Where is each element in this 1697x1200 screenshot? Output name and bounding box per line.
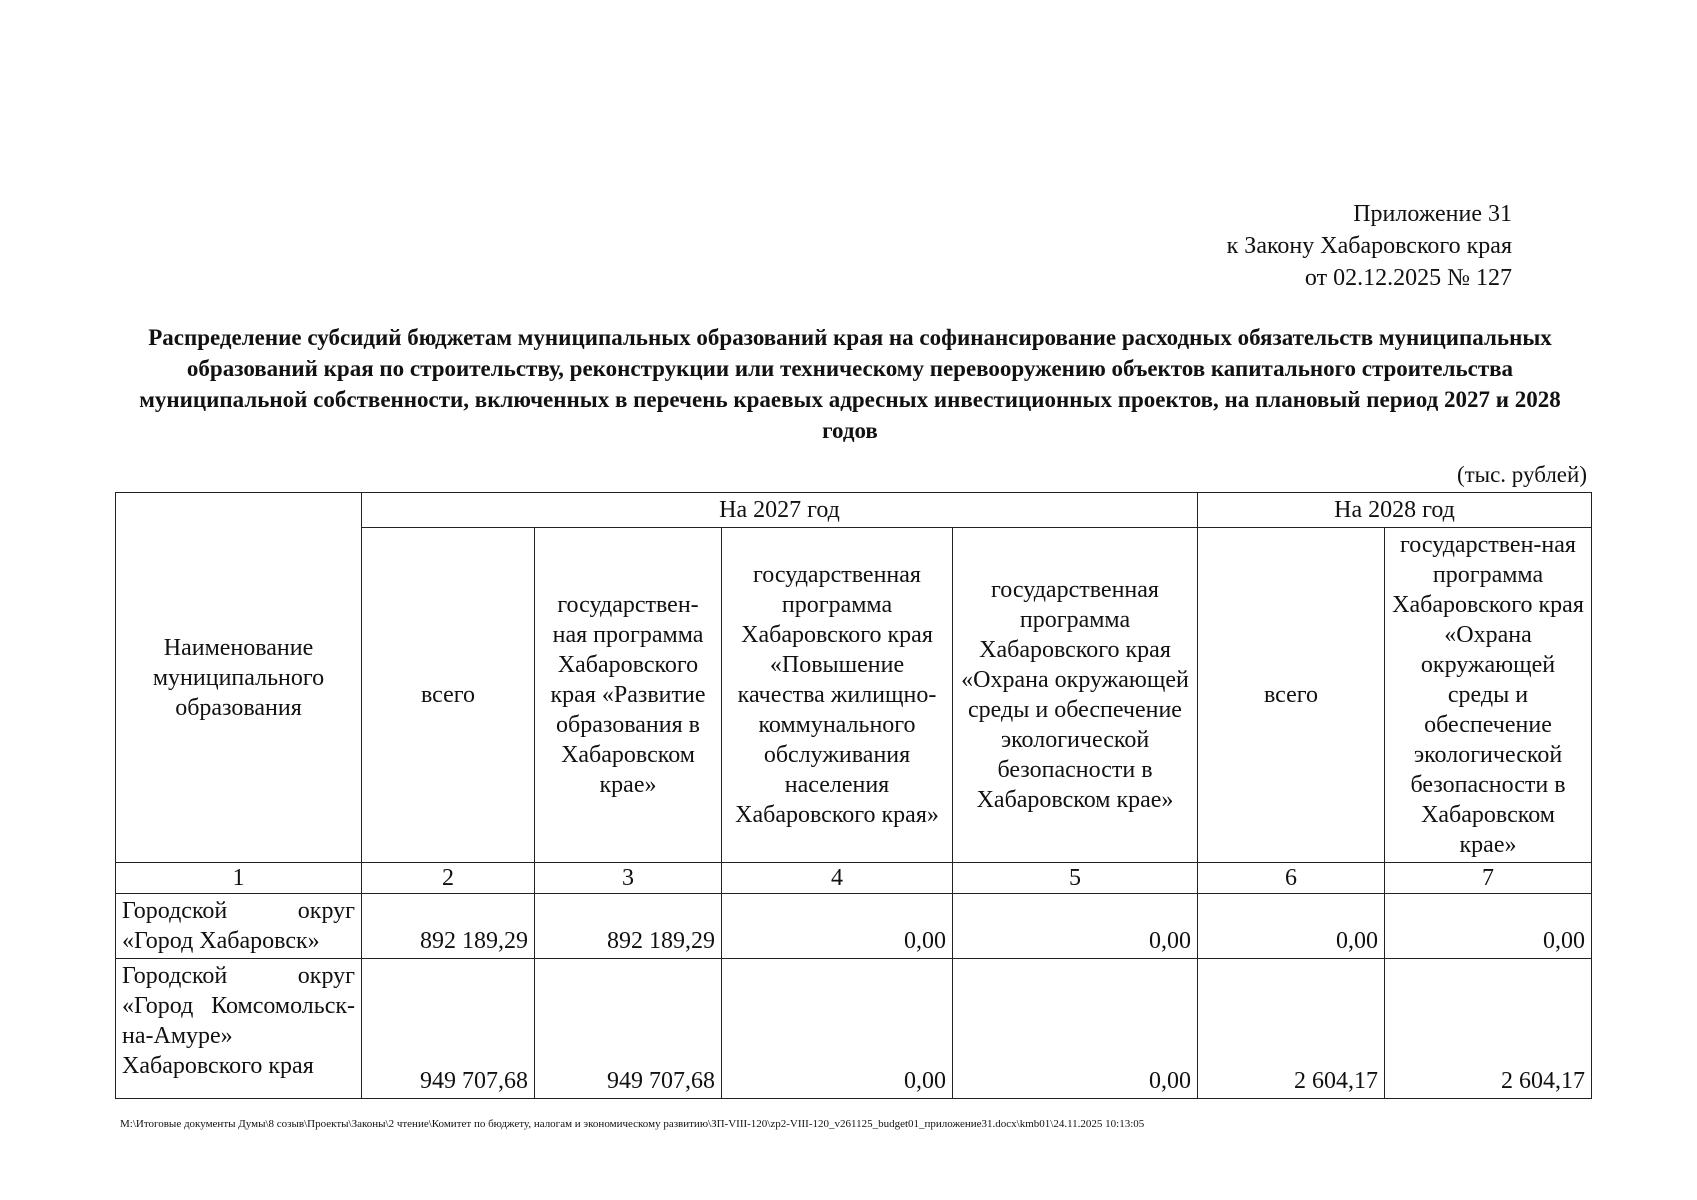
- file-path-footer: M:\Итоговые документы Думы\8 созыв\Проекты\Законы\2 чтение\Комитет по бюджету, налогам и экономическому развитию\ЗП-VIII-120\zp2-VIII-120_v261125_budget01_приложение31.docx\kmb01\24.11.2025 10:13:05: [120, 1118, 1145, 1130]
- header-row-years: [116, 493, 1592, 528]
- column-number: 4: [722, 863, 953, 894]
- table-row: [116, 894, 1592, 959]
- column-number: 5: [953, 863, 1198, 894]
- column-number: 6: [1198, 863, 1385, 894]
- appendix-law: к Закону Хабаровского края: [1226, 233, 1512, 259]
- header-year-2027: На 2027 год: [362, 493, 1198, 528]
- value-total-2028: 2 604,17: [1198, 959, 1385, 1099]
- header-total-2027: всего: [362, 528, 535, 863]
- value-environment-2027: 0,00: [953, 894, 1198, 959]
- municipality-name: Городской округ «Город Комсомольск-на-Амуре» Хабаровского края: [116, 959, 362, 1099]
- subsidy-table: [115, 492, 1592, 1099]
- document-title: Распределение субсидий бюджетам муниципальных образований края на софинансирование расходных обязательств муниципальных образований края по строительству, реконструкции или техническому перевооружению объектов капитального строительства муниципальной собственности, включенных в перечень краевых адресных инвестиционных проектов, на плановый период 2027 и 2028 годов: [139, 325, 1561, 443]
- value-environment-2028: 2 604,17: [1385, 959, 1592, 1099]
- value-environment-2027: 0,00: [953, 959, 1198, 1099]
- appendix-date: от 02.12.2025 № 127: [1304, 265, 1512, 291]
- header-municipality-name: Наименование муниципального образования: [116, 493, 362, 863]
- column-number: 7: [1385, 863, 1592, 894]
- header-housing-program-2027: государственная программа Хабаровского края «Повышение качества жилищно-коммунального обслуживания населения Хабаровского края»: [722, 528, 953, 863]
- header-environment-program-2027: государственная программа Хабаровского края «Охрана окружающей среды и обеспечение экологической безопасности в Хабаровском крае»: [953, 528, 1198, 863]
- appendix-number: Приложение 31: [1353, 201, 1512, 227]
- units-label: (тыс. рублей): [1456, 462, 1587, 487]
- value-environment-2028: 0,00: [1385, 894, 1592, 959]
- header-education-program-2027: государствен-ная программа Хабаровского края «Развитие образования в Хабаровском крае»: [535, 528, 722, 863]
- value-total-2028: 0,00: [1198, 894, 1385, 959]
- column-number: 3: [535, 863, 722, 894]
- appendix-header: [1227, 198, 1512, 294]
- header-environment-program-2028: государствен-ная программа Хабаровского края «Охрана окружающей среды и обеспечение экологической безопасности в Хабаровском крае»: [1385, 528, 1592, 863]
- column-number: 2: [362, 863, 535, 894]
- header-total-2028: всего: [1198, 528, 1385, 863]
- value-housing-2027: 0,00: [722, 959, 953, 1099]
- value-education-2027: 892 189,29: [535, 894, 722, 959]
- column-numbers-row: [116, 863, 1592, 894]
- value-education-2027: 949 707,68: [535, 959, 722, 1099]
- municipality-name: Городской округ «Город Хабаровск»: [116, 894, 362, 959]
- value-total-2027: 892 189,29: [362, 894, 535, 959]
- column-number: 1: [116, 863, 362, 894]
- value-total-2027: 949 707,68: [362, 959, 535, 1099]
- value-housing-2027: 0,00: [722, 894, 953, 959]
- header-year-2028: На 2028 год: [1198, 493, 1592, 528]
- table-row: [116, 959, 1592, 1099]
